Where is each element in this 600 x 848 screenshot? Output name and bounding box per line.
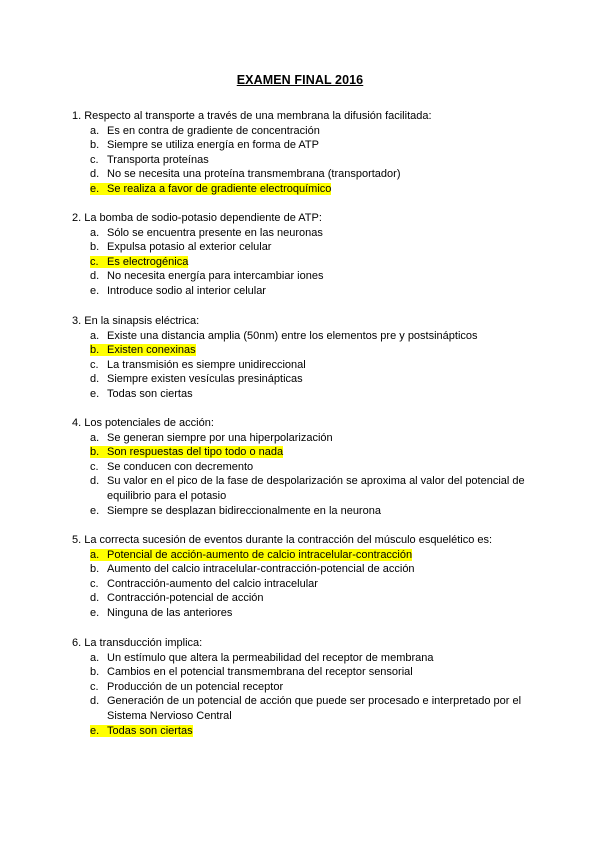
option-text: Siempre se desplazan bidireccionalmente en la neurona <box>107 504 381 517</box>
option-letter: d. <box>90 475 100 488</box>
question-text: 1. Respecto al transporte a través de una membrana la difusión facilitada: <box>72 110 432 122</box>
option-text: Cambios en el potencial transmembrana del receptor sensorial <box>107 666 413 679</box>
question-text: 6. La transducción implica: <box>72 637 203 649</box>
option-text: Expulsa potasio al exterior celular <box>107 241 272 254</box>
option-letter: a. <box>90 548 107 563</box>
option-letter: b. <box>90 343 107 358</box>
option-letter: d. <box>90 168 100 181</box>
option-letter: e. <box>90 387 100 400</box>
option-list <box>72 124 532 197</box>
option-e <box>72 284 532 299</box>
question-5 <box>72 533 532 621</box>
option-text: Producción de un potencial receptor <box>107 680 284 693</box>
option-text: Aumento del calcio intracelular-contracción-potencial de acción <box>107 563 415 576</box>
option-letter: b. <box>90 139 100 152</box>
option-letter: d. <box>90 592 100 605</box>
question-text: 2. La bomba de sodio-potasio dependiente de ATP: <box>72 212 322 224</box>
option-list <box>72 651 532 739</box>
option-text: Potencial de acción-aumento de calcio intracelular-contracción <box>107 548 413 561</box>
option-a <box>72 431 532 446</box>
option-letter: c. <box>90 358 99 371</box>
option-text: No necesita energía para intercambiar iones <box>107 270 324 283</box>
option-e <box>72 504 532 519</box>
option-letter: b. <box>90 241 100 254</box>
option-letter: a. <box>90 329 100 342</box>
option-e <box>72 182 532 197</box>
option-b <box>72 240 532 255</box>
option-letter: b. <box>90 445 107 460</box>
option-text: Se conducen con decremento <box>107 460 254 473</box>
option-d <box>72 372 532 387</box>
option-letter: c. <box>90 577 99 590</box>
option-d <box>72 474 532 503</box>
option-letter: a. <box>90 226 100 239</box>
option-text: Transporta proteínas <box>107 153 209 166</box>
option-letter: c. <box>90 255 107 270</box>
option-list <box>72 226 532 299</box>
option-list <box>72 431 532 519</box>
option-d <box>72 269 532 284</box>
option-letter: c. <box>90 460 99 473</box>
option-c <box>72 153 532 168</box>
option-letter: d. <box>90 270 100 283</box>
option-b <box>72 562 532 577</box>
option-c <box>72 577 532 592</box>
option-text: Es en contra de gradiente de concentración <box>107 124 320 137</box>
option-list <box>72 329 532 402</box>
option-text: Su valor en el pico de la fase de despolarización se aproxima al valor del potencial de equilibrio para el potasio <box>107 475 525 502</box>
option-text: Se realiza a favor de gradiente electroquímico <box>107 182 332 195</box>
option-letter: d. <box>90 373 100 386</box>
question-1 <box>72 109 532 197</box>
option-c <box>72 460 532 475</box>
option-text: Es electrogénica <box>107 255 189 268</box>
option-d <box>72 591 532 606</box>
option-letter: c. <box>90 680 99 693</box>
option-letter: b. <box>90 666 100 679</box>
option-text: No se necesita una proteína transmembrana (transportador) <box>107 168 401 181</box>
option-letter: a. <box>90 124 100 137</box>
question-text: 4. Los potenciales de acción: <box>72 417 214 429</box>
option-e <box>72 606 532 621</box>
option-letter: a. <box>90 651 100 664</box>
option-text: Introduce sodio al interior celular <box>107 284 266 297</box>
option-letter: e. <box>90 504 100 517</box>
option-a <box>72 124 532 139</box>
option-c <box>72 255 532 270</box>
option-c <box>72 358 532 373</box>
question-text: 3. En la sinapsis eléctrica: <box>72 315 200 327</box>
option-text: Existen conexinas <box>107 344 196 357</box>
option-letter: e. <box>90 284 100 297</box>
option-text: La transmisión es siempre unidireccional <box>107 358 306 371</box>
option-b <box>72 665 532 680</box>
option-text: Siempre existen vesículas presinápticas <box>107 373 303 386</box>
option-d <box>72 694 532 723</box>
option-b <box>72 343 532 358</box>
option-text: Todas son ciertas <box>107 724 193 737</box>
option-b <box>72 445 532 460</box>
option-a <box>72 329 532 344</box>
option-text: Generación de un potencial de acción que puede ser procesado e interpretado por el Sistema Nervioso Central <box>107 695 522 722</box>
option-text: Se generan siempre por una hiperpolarización <box>107 431 333 444</box>
option-letter: e. <box>90 724 107 739</box>
question-6 <box>72 636 532 738</box>
option-d <box>72 167 532 182</box>
exam-title: EXAMEN FINAL 2016 <box>236 73 364 87</box>
option-text: Siempre se utiliza energía en forma de ATP <box>107 139 319 152</box>
option-letter: a. <box>90 431 100 444</box>
option-text: Son respuestas del tipo todo o nada <box>107 446 284 459</box>
option-c <box>72 680 532 695</box>
question-2 <box>72 211 532 299</box>
option-a <box>72 651 532 666</box>
option-letter: c. <box>90 153 99 166</box>
option-letter: e. <box>90 606 100 619</box>
option-e <box>72 724 532 739</box>
question-3 <box>72 314 532 402</box>
option-letter: d. <box>90 695 100 708</box>
option-text: Contracción-potencial de acción <box>107 592 264 605</box>
option-letter: e. <box>90 182 107 197</box>
option-text: Contracción-aumento del calcio intracelular <box>107 577 318 590</box>
option-text: Ninguna de las anteriores <box>107 606 233 619</box>
option-text: Todas son ciertas <box>107 387 193 400</box>
option-b <box>72 138 532 153</box>
option-a <box>72 226 532 241</box>
option-a <box>72 548 532 563</box>
option-text: Existe una distancia amplia (50nm) entre los elementos pre y postsinápticos <box>107 329 478 342</box>
option-list <box>72 548 532 621</box>
option-text: Un estímulo que altera la permeabilidad del receptor de membrana <box>107 651 434 664</box>
question-4 <box>72 416 532 518</box>
option-e <box>72 387 532 402</box>
question-text: 5. La correcta sucesión de eventos durante la contracción del músculo esquelético es: <box>72 534 493 546</box>
option-text: Sólo se encuentra presente en las neuronas <box>107 226 323 239</box>
option-letter: b. <box>90 563 100 576</box>
